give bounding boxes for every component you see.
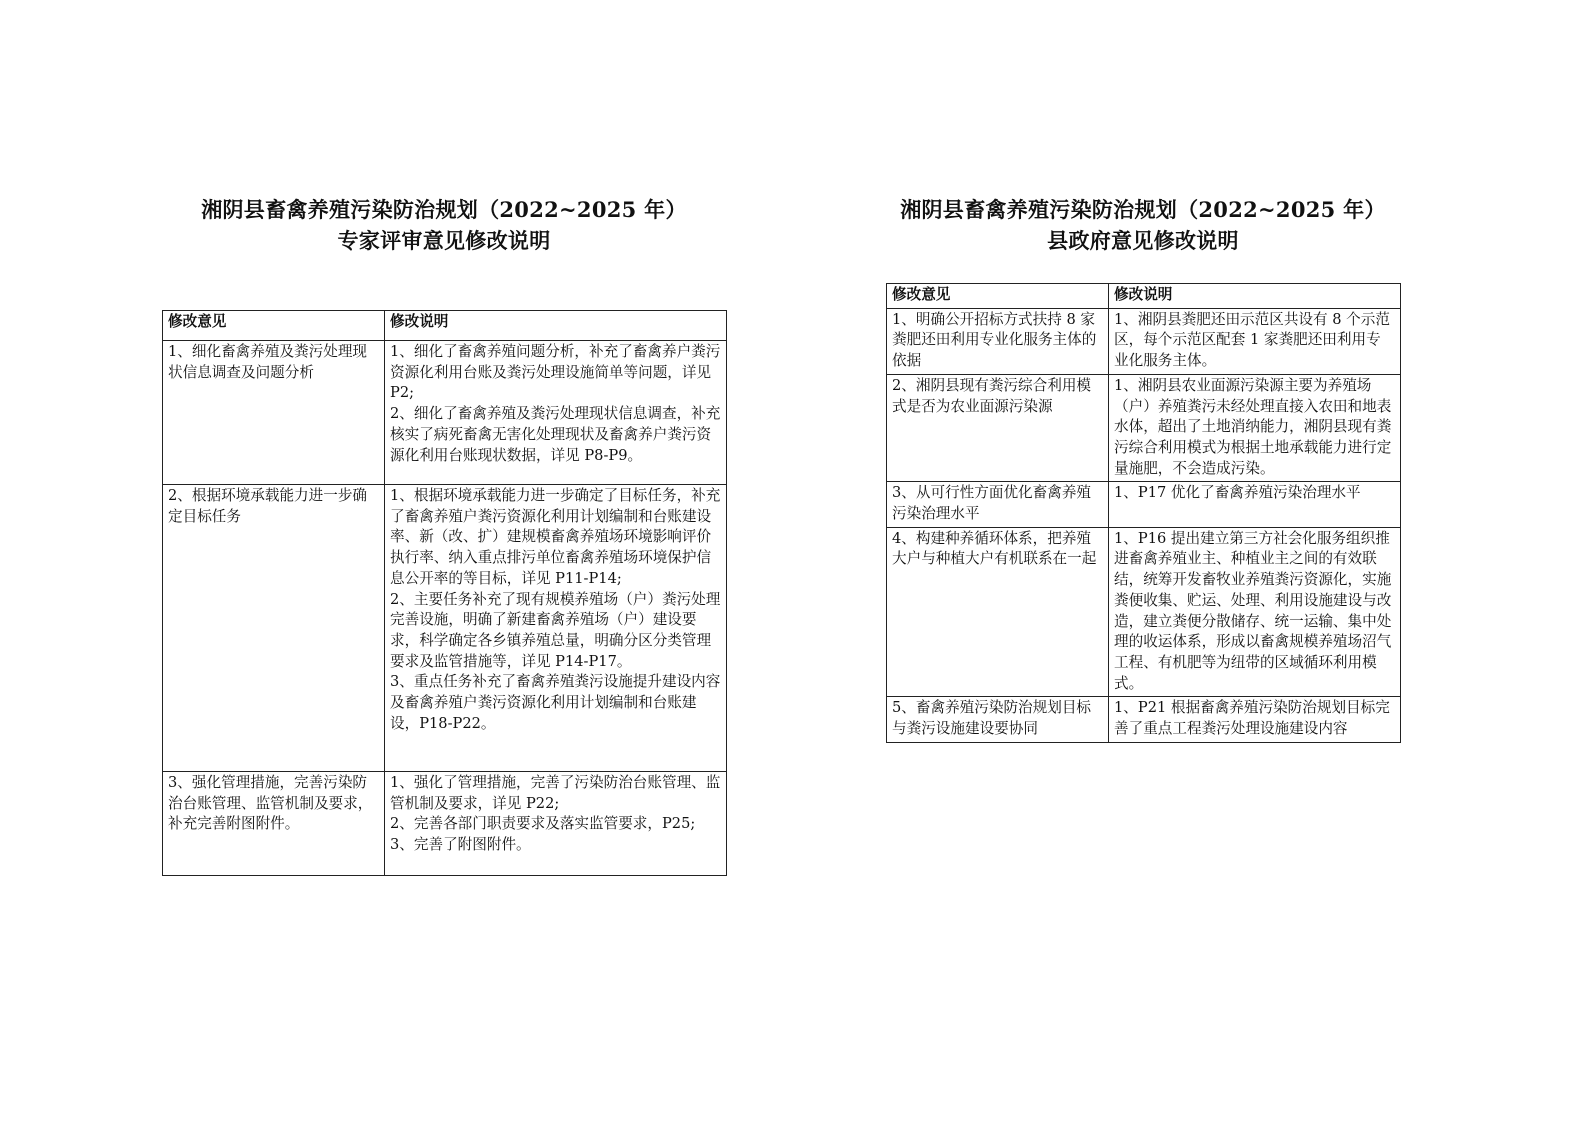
left-header-opinion: 修改意见	[163, 311, 385, 341]
right-header-opinion: 修改意见	[887, 284, 1109, 309]
right-header-notes: 修改说明	[1109, 284, 1401, 309]
right-title-line1: 湘阴县畜禽养殖污染防治规划（2022~2025 年）	[900, 197, 1386, 222]
notes-cell	[1109, 374, 1401, 482]
right-title-block	[866, 194, 1420, 256]
note-line: 1、湘阴县农业面源污染源主要为养殖场（户）养殖粪污未经处理直接入农田和地表水体，超出了土地消纳能力，湘阴县现有粪污综合利用模式为根据土地承载能力进行定量施肥，不会造成污染。	[1114, 376, 1392, 477]
note-line: 3、重点任务补充了畜禽养殖粪污设施提升建设内容及畜禽养殖户粪污资源化利用计划编制和台账建设，P18-P22。	[390, 673, 721, 732]
opinion-cell: 5、畜禽养殖污染防治规划目标与粪污设施建设要协同	[887, 697, 1109, 742]
note-line: 3、完善了附图附件。	[390, 836, 531, 854]
note-line: 1、P16 提出建立第三方社会化服务组织推进畜禽养殖业主、种植业主之间的有效联结，统筹开发畜牧业养殖粪污资源化，实施粪便收集、贮运、处理、利用设施建设与改造，建立粪便分散储存、统一运输、集中处理的收运体系，形成以畜禽规模养殖场沼气工程、有机肥等为纽带的区域循环利用模式。	[1114, 529, 1392, 692]
opinion-cell: 2、根据环境承载能力进一步确定目标任务	[163, 485, 385, 772]
note-line: 1、湘阴县粪肥还田示范区共设有 8 个示范区，每个示范区配套 1 家粪肥还田利用专业化服务主体。	[1114, 310, 1390, 370]
opinion-cell: 1、明确公开招标方式扶持 8 家粪肥还田利用专业化服务主体的依据	[887, 308, 1109, 374]
notes-cell	[385, 772, 727, 876]
table-row	[887, 374, 1401, 482]
left-revision-table	[162, 310, 727, 876]
notes-cell	[385, 485, 727, 772]
note-line: 1、细化了畜禽养殖问题分析，补充了畜禽养户粪污资源化利用台账及粪污处理设施简单等问题，详见 P2;	[390, 343, 721, 402]
table-row	[887, 527, 1401, 697]
table-row	[887, 697, 1401, 742]
right-revision-table	[886, 283, 1401, 743]
note-line: 1、P21 根据畜禽养殖污染防治规划目标完善了重点工程粪污处理设施建设内容	[1114, 699, 1390, 738]
note-line: 2、主要任务补充了现有规模养殖场（户）粪污处理完善设施，明确了新建畜禽养殖场（户）建设要求，科学确定各乡镇养殖总量，明确分区分类管理要求及监管措施等，详见 P14-P17。	[390, 590, 721, 670]
note-line: 2、细化了畜禽养殖及粪污处理现状信息调查，补充核实了病死畜禽无害化处理现状及畜禽养户粪污资源化利用台账现状数据，详见 P8-P9。	[390, 405, 721, 464]
left-title-line1: 湘阴县畜禽养殖污染防治规划（2022~2025 年）	[201, 197, 687, 222]
table-row	[887, 308, 1401, 374]
opinion-cell: 1、细化畜禽养殖及粪污处理现状信息调查及问题分析	[163, 341, 385, 485]
opinion-cell: 2、湘阴县现有粪污综合利用模式是否为农业面源污染源	[887, 374, 1109, 482]
note-line: 1、强化了管理措施，完善了污染防治台账管理、监管机制及要求，详见 P22;	[390, 774, 721, 812]
table-row	[163, 485, 727, 772]
opinion-cell: 3、强化管理措施，完善污染防治台账管理、监管机制及要求，补充完善附图附件。	[163, 772, 385, 876]
opinion-cell: 4、构建种养循环体系，把养殖大户与种植大户有机联系在一起	[887, 527, 1109, 697]
notes-cell	[1109, 527, 1401, 697]
opinion-cell: 3、从可行性方面优化畜禽养殖污染治理水平	[887, 482, 1109, 527]
table-row	[163, 772, 727, 876]
table-row	[887, 482, 1401, 527]
note-line: 1、P17 优化了畜禽养殖污染治理水平	[1114, 484, 1361, 502]
left-title-block	[142, 194, 746, 256]
left-table-header-row	[163, 311, 727, 341]
notes-cell	[385, 341, 727, 485]
table-row	[163, 341, 727, 485]
note-line: 2、完善各部门职责要求及落实监管要求，P25;	[390, 815, 696, 833]
left-title-line2: 专家评审意见修改说明	[337, 228, 551, 253]
notes-cell	[1109, 697, 1401, 742]
notes-cell	[1109, 482, 1401, 527]
right-title-line2: 县政府意见修改说明	[1047, 228, 1239, 253]
notes-cell	[1109, 308, 1401, 374]
left-header-notes: 修改说明	[385, 311, 727, 341]
note-line: 1、根据环境承载能力进一步确定了目标任务，补充了畜禽养殖户粪污资源化利用计划编制和台账建设率、新（改、扩）建规模畜禽养殖场环境影响评价执行率、纳入重点排污单位畜禽养殖场环境保护信息公开率的等目标，详见 P11-P14;	[390, 487, 721, 587]
right-table-header-row	[887, 284, 1401, 309]
